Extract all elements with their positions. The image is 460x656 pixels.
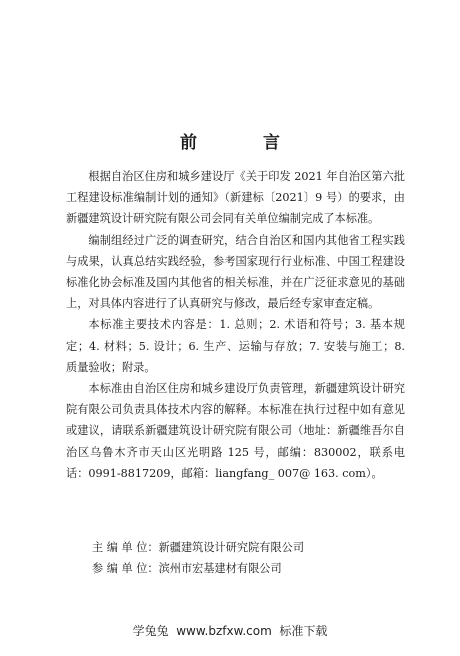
page-title: 前 言 — [180, 133, 310, 153]
editing-units — [92, 537, 412, 579]
paragraph-management: 本标准由自治区住房和城乡建设厅负责管理，新疆建筑设计研究院有限公司负责具体技术内容的解释。本标准在执行过程中如有意见或建议，请联系新疆建筑设计研究院有限公司（地址：新疆维吾尔自治区乌鲁木齐市天山区光明路 125 号，邮编：830002，联系电话：0991-8817209，邮箱：liangfang_ 007@ 163. com）。 — [66, 382, 405, 480]
participating-unit: 参 编 单 位：滨州市宏基建材有限公司 — [92, 562, 282, 575]
watermark-footer: 学兔兔 www.bzfxw.com 标准下载 — [132, 624, 328, 638]
paragraph-basis: 根据自治区住房和城乡建设厅《关于印发 2021 年自治区第六批工程建设标准编制计划的通知》（新建标〔2021〕9 号）的要求，由新疆建筑设计研究院有限公司会同有关单位编制完成了本标准。 — [66, 170, 405, 226]
chief-editor-unit: 主 编 单 位：新疆建筑设计研究院有限公司 — [92, 541, 305, 554]
preface-body — [66, 166, 405, 484]
paragraph-contents: 本标准主要技术内容是：1. 总则；2. 术语和符号；3. 基本规定；4. 材料；5. 设计；6. 生产、运输与存放；7. 安装与施工；8. 质量验收；附录。 — [66, 318, 405, 374]
paragraph-process: 编制组经过广泛的调查研究，结合自治区和国内其他省工程实践与成果，认真总结实践经验，参考国家现行行业标准、中国工程建设标准化协会标准及国内其他省的相关标准，并在广泛征求意见的基础上，对具体内容进行了认真研究与修改，最后经专家审查定稿。 — [66, 233, 405, 311]
